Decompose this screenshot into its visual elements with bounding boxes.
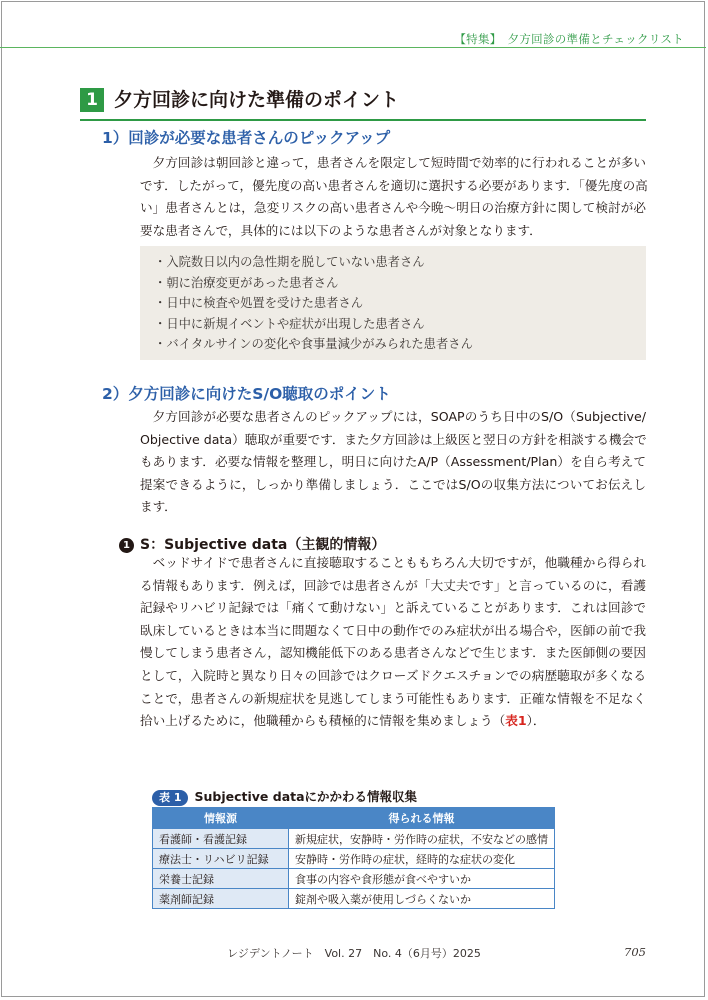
table-tag: 表 1: [152, 790, 188, 806]
table-cell: 栄養士記録: [153, 869, 289, 889]
section-rule: [80, 119, 646, 121]
subjective-data-table: [152, 807, 555, 909]
paragraph-line: ことで，患者さんの新規症状を見逃してしまう可能性もあります．正確な情報を不足なく: [140, 690, 646, 706]
list-item: ・ 日中に検査や処置を受けた患者さん: [154, 293, 646, 314]
journal-footer: レジデントノート Vol. 27 No. 4（6月号）2025: [227, 947, 481, 960]
paragraph-so-points: [140, 406, 646, 519]
paragraph-line: です．したがって，優先度の高い患者さんを適切に選択する必要があります．「優先度の高: [140, 177, 648, 193]
section-title: 夕方回診に向けた準備のポイント: [114, 89, 400, 111]
list-item: ・ 日中に新規イベントや症状が出現した患者さん: [154, 314, 646, 335]
point-heading-text: S：Subjective data（主観的情報）: [140, 537, 386, 553]
subsection-heading-2: 2）夕方回診に向けたS/O聴取のポイント: [102, 385, 391, 403]
paragraph-subjective: [140, 552, 646, 733]
paragraph-line: [140, 710, 646, 733]
paragraph-line: 夕方回診が必要な患者さんのピックアップには，SOAPのうち日中のS/O（Subjective/: [152, 409, 646, 424]
running-header: [454, 31, 684, 47]
paragraph-line: もあります．必要な情報を整理し，明日に向けたA/P（Assessment/Plan）を自ら考えて: [140, 454, 646, 470]
table-caption: [152, 786, 417, 806]
page-number: 705: [624, 945, 646, 959]
patient-criteria-box: [140, 246, 646, 360]
point-number-badge: 1: [119, 538, 134, 553]
table-cell: 看護師・看護記録: [153, 829, 289, 849]
paragraph-line: ます．: [140, 499, 177, 515]
section-heading: [80, 88, 646, 120]
paragraph-line: Objective data）聴取が重要です．また夕方回診は上級医と翌日の方針を相談する機会で: [140, 431, 647, 447]
table-row: [153, 829, 555, 849]
subsection-heading-1: 1）回診が必要な患者さんのピックアップ: [102, 129, 391, 147]
paragraph-line: ベッドサイドで患者さんに直接聴取することももちろん大切ですが，他職種から得られ: [152, 555, 646, 570]
table-cell: 安静時・労作時の症状，経時的な症状の変化: [289, 849, 555, 869]
list-item: ・ 朝に治療変更があった患者さん: [154, 273, 646, 294]
table-caption-text: Subjective dataにかかわる情報収集: [194, 789, 418, 804]
header-rule: [0, 47, 706, 48]
paragraph-line: い」患者さんとは，急変リスクの高い患者さんや今晩〜明日の治療方針に関して検討が必: [140, 200, 646, 216]
paragraph-line: 要な患者さんで，具体的には以下のような患者さんが対象となります．: [140, 222, 542, 238]
table-cell: 療法士・リハビリ記録: [153, 849, 289, 869]
paragraph-line: 慢してしまう患者さん，認知機能低下のある患者さんなどで生じます．また医師側の要因: [140, 645, 646, 661]
table-header-row: [153, 808, 555, 829]
table-cell: 食事の内容や食形態が食べやすいか: [289, 869, 555, 889]
table-row: [153, 849, 555, 869]
patient-criteria-list: [140, 246, 646, 355]
paragraph-line: 夕方回診は朝回診と違って，患者さんを限定して短時間で効率的に行われることが多い: [152, 155, 646, 170]
list-item: ・ バイタルサインの変化や食事量減少がみられた患者さん: [154, 334, 646, 355]
paragraph-pickup: [140, 152, 646, 242]
column-header: 得られる情報: [289, 808, 555, 829]
feature-title: 夕方回診の準備とチェックリスト: [507, 32, 684, 46]
table-row: [153, 869, 555, 889]
table-cell: 錠剤や吸入薬が使用しづらくないか: [289, 889, 555, 909]
text-run: ）．: [526, 713, 546, 729]
column-header: 情報源: [153, 808, 289, 829]
table-cell: 新規症状，安静時・労作時の症状，不安などの感情: [289, 829, 555, 849]
text-run: 拾い上げるために，他職種からも積極的に情報を集めましょう（: [140, 713, 506, 729]
section-number: 1: [80, 88, 104, 112]
paragraph-line: る情報もあります．例えば，回診では患者さんが「大丈夫です」と言っているのに，看護: [140, 577, 646, 593]
table-row: [153, 889, 555, 909]
table-reference-link[interactable]: 表1: [505, 713, 527, 729]
list-item: ・ 入院数日以内の急性期を脱していない患者さん: [154, 252, 646, 273]
paragraph-line: 記録やリハビリ記録では「痛くて動けない」と訴えていることがあります．これは回診で: [140, 600, 646, 616]
feature-bracket: 【特集】: [454, 32, 502, 46]
table-cell: 薬剤師記録: [153, 889, 289, 909]
paragraph-line: 臥床しているときは本当に問題なくて日中の動作でのみ症状が出る場合や，医師の前で我: [140, 622, 646, 638]
paragraph-line: 提案できるように，しっかり準備しましょう．ここではS/Oの収集方法についてお伝えし: [140, 476, 646, 492]
paragraph-line: として，入院時と異なり日々の回診ではクローズドクエスチョンでの病歴聴取が多くなる: [140, 667, 646, 683]
